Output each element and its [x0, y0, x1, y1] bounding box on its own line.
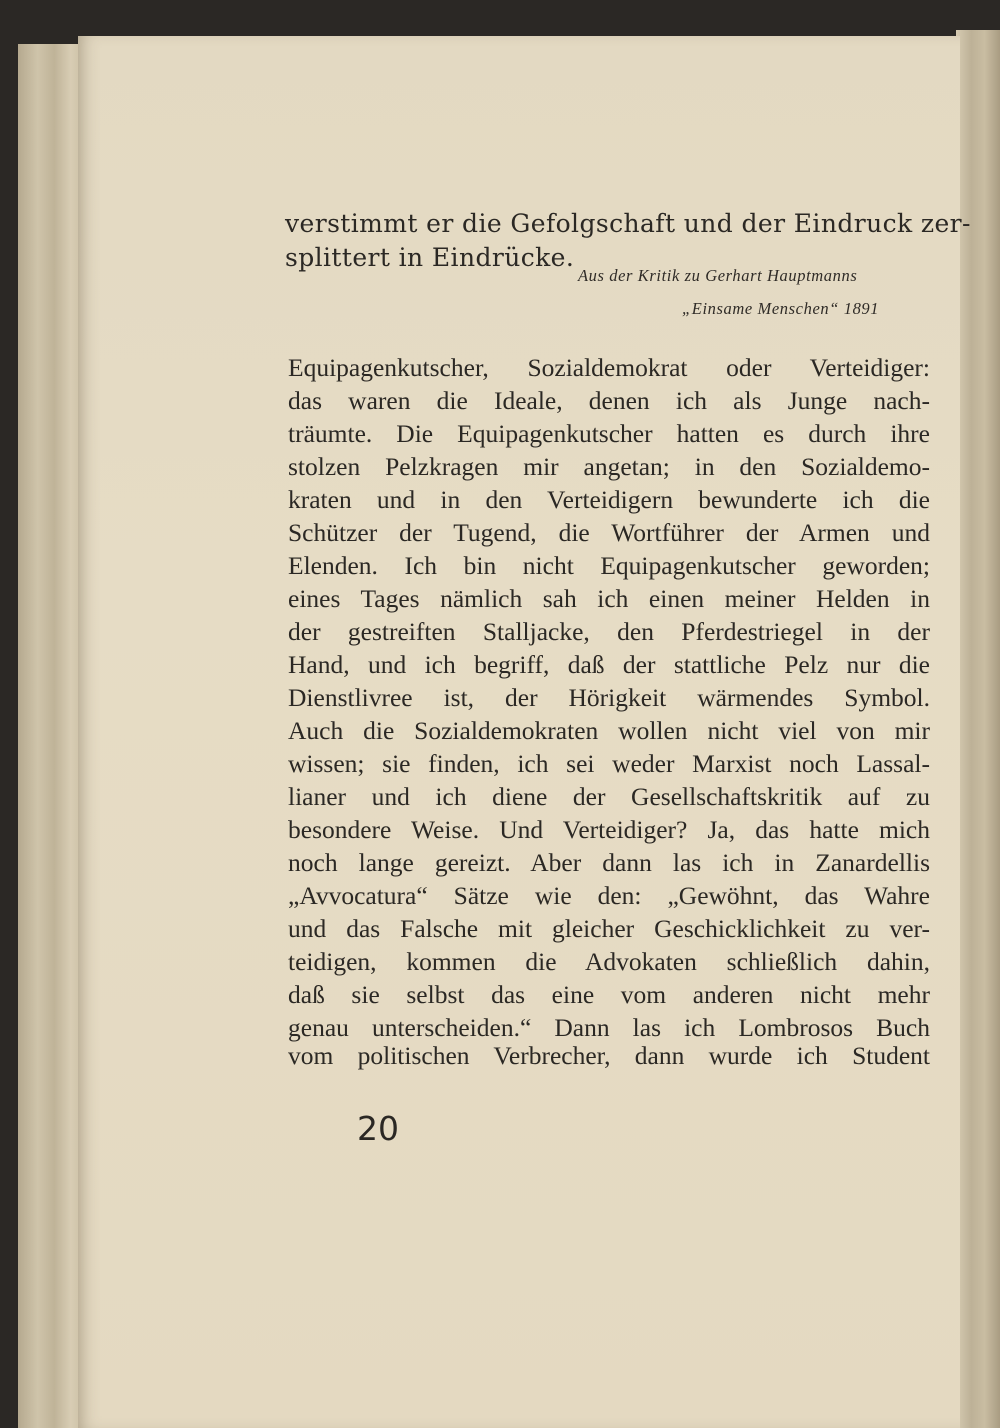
body-line: Auch die Sozialdemokraten wollen nicht viel von mir — [288, 716, 930, 745]
body-line: daß sie selbst das eine vom anderen nicht mehr — [288, 980, 930, 1009]
citation-line: Aus der Kritik zu Gerhart Hauptmanns — [578, 266, 858, 285]
body-line: noch lange gereizt. Aber dann las ich in Zanardellis — [288, 848, 930, 877]
body-line: Hand, und ich begriff, daß der stattliche Pelz nur die — [288, 650, 930, 679]
body-line: das waren die Ideale, denen ich als Junge nach- — [288, 386, 930, 415]
body-line: eines Tages nämlich sah ich einen meiner Helden in — [288, 584, 930, 613]
body-line: stolzen Pelzkragen mir angetan; in den Sozialdemo- — [288, 452, 930, 481]
body-line: teidigen, kommen die Advokaten schließlich dahin, — [288, 947, 930, 976]
body-line: kraten und in den Verteidigern bewunderte ich die — [288, 485, 930, 514]
body-line: „Avvocatura“ Sätze wie den: „Gewöhnt, das Wahre — [288, 881, 930, 910]
body-line: Elenden. Ich bin nicht Equipagenkutscher geworden; — [288, 551, 930, 580]
body-line: vom politischen Verbrecher, dann wurde ich Student — [288, 1041, 930, 1070]
page-edge-left — [18, 44, 84, 1428]
body-line: lianer und ich diene der Gesellschaftskritik auf zu — [288, 782, 930, 811]
body-line: genau unterscheiden.“ Dann las ich Lombrosos Buch — [288, 1013, 930, 1042]
body-line: besondere Weise. Und Verteidiger? Ja, das hatte mich — [288, 815, 930, 844]
body-line: Dienstlivree ist, der Hörigkeit wärmendes Symbol. — [288, 683, 930, 712]
body-line: der gestreiften Stalljacke, den Pferdestriegel in der — [288, 617, 930, 646]
body-line: träumte. Die Equipagenkutscher hatten es durch ihre — [288, 419, 930, 448]
page-edge-right — [956, 30, 1000, 1428]
citation-line: „Einsame Menschen“ 1891 — [682, 299, 880, 318]
body-line: Equipagenkutscher, Sozialdemokrat oder Verteidiger: — [288, 353, 930, 382]
top-line: verstimmt er die Gefolgschaft und der Eindruck zer- — [285, 209, 971, 238]
body-line: Schützer der Tugend, die Wortführer der Armen und — [288, 518, 930, 547]
page-number: 20 — [357, 1109, 399, 1148]
body-line: wissen; sie finden, ich sei weder Marxist noch Lassal- — [288, 749, 930, 778]
body-line: und das Falsche mit gleicher Geschicklichkeit zu ver- — [288, 914, 930, 943]
top-line: splittert in Eindrücke. — [285, 243, 575, 272]
